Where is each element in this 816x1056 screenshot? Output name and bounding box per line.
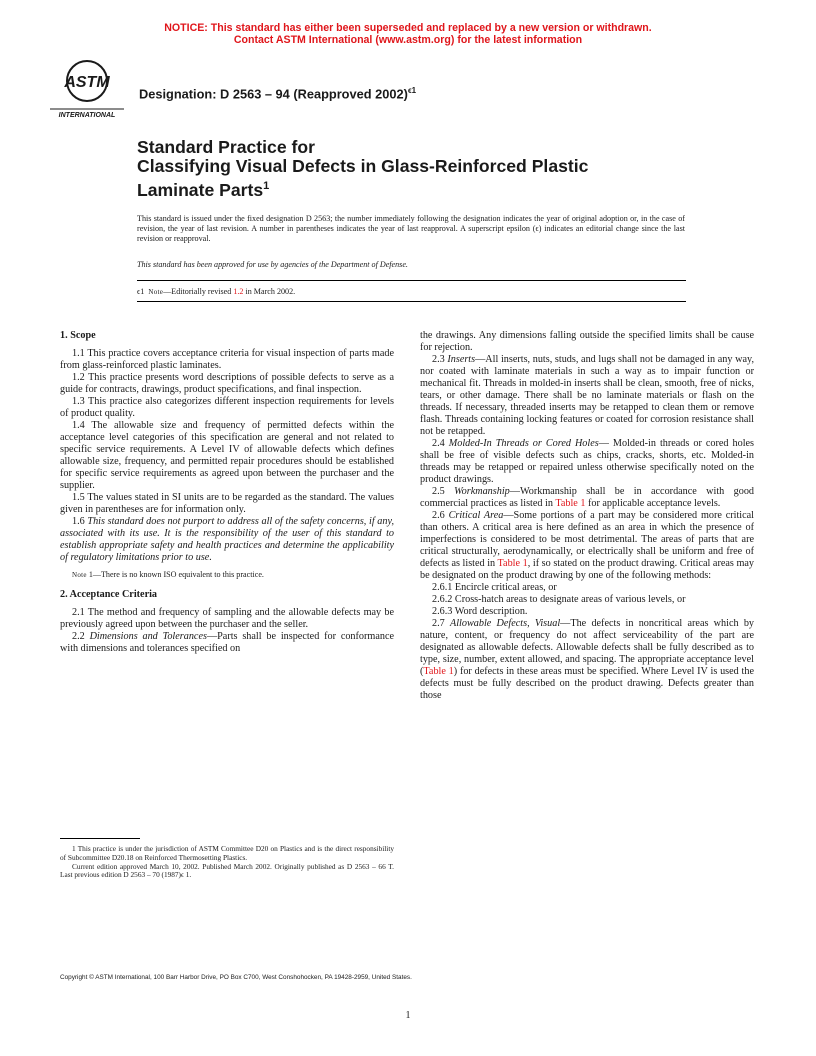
title-line-3: Laminate Parts	[137, 179, 264, 200]
para-2-5	[420, 486, 754, 510]
title-line-2: Classifying Visual Defects in Glass-Reinforced Plastic	[137, 156, 589, 177]
header-rule-top	[137, 280, 686, 281]
footnote-1: 1 This practice is under the jurisdiction of ASTM Committee D20 on Plastics and is the direct responsibility of Subcommittee D20.18 on Reinforced Thermosetting Plastics.	[60, 844, 394, 862]
para-2-5-number: 2.5	[432, 486, 455, 497]
para-1-2: 1.2 This practice presents word descriptions of possible defects to serve as a guide for contracts, drawings, product specifications, and final inspection.	[60, 372, 394, 395]
para-1-6	[60, 516, 394, 564]
para-1-5: 1.5 The values stated in SI units are to be regarded as the standard. The values given in parentheses are for information only.	[60, 492, 394, 515]
designation-text: Designation: D 2563 – 94 (Reapproved 2002)	[139, 86, 408, 102]
para-2-6-text-end: , if so stated on the product drawing. Critical areas may be designated on the product drawing by one of the following methods:	[420, 558, 754, 581]
para-2-3-title: Inserts	[447, 354, 476, 365]
para-2-5-text: —Workmanship shall be in accordance with good commercial practices as listed in	[420, 486, 755, 509]
right-column	[420, 330, 754, 702]
para-2-2-title: Dimensions and Tolerances	[89, 631, 207, 643]
para-2-6-title: Critical Area	[448, 510, 504, 521]
notice-line-2: Contact ASTM International (www.astm.org) for the latest information	[233, 34, 583, 47]
para-1-4: 1.4 The allowable size and frequency of permitted defects within the acceptance level categories of this specification are general and not related to specific service requirements. A Level IV of allowable defects which defines allowable size, frequency, and permitted repair procedures should be established for specific service requirements as agreed upon between the purchaser and the supplier.	[60, 420, 394, 491]
para-2-4-text: — Molded-in threads or cored holes shall be free of visible defects such as chips, cracks, shorts, etc. Molded-in threads may be retapped or repaired unless otherwise specifically noted on the product drawings.	[420, 438, 755, 485]
para-2-3-number: 2.3	[432, 354, 448, 365]
para-1-6-number: 1.6	[72, 516, 88, 527]
epsilon-note	[137, 287, 295, 297]
dod-approval-note: This standard has been approved for use by agencies of the Department of Defense.	[137, 260, 408, 269]
table-1-link[interactable]: Table 1	[497, 558, 528, 569]
para-2-6-2: 2.6.2 Cross-hatch areas to designate areas of various levels, or	[432, 594, 686, 605]
para-1-3: 1.3 This practice also categorizes different inspection requirements for levels of product quality.	[60, 396, 394, 419]
para-2-7-text: —The defects in noncritical areas which by nature, content, or frequency do not affect serviceability of the part are designated as allowable defects. Allowable defects shall be fully described as to type, size, number, extent allowed, and spacing. The appropriate acceptance level (	[420, 618, 755, 677]
scope-heading: 1. Scope	[60, 330, 96, 341]
para-2-6-text: —Some portions of a part may be considered more critical than others. A critical area is here defined as an area in which the presence of imperfections is considered to be most detrimental. The areas of parts that are critical structurally, aerodynamically, or electrically shall be uniform and free of defects as listed in	[420, 510, 755, 569]
astm-logo-icon	[46, 54, 128, 120]
footnotes	[60, 845, 394, 880]
logo-text: ASTM	[64, 74, 110, 91]
para-2-2-continued: the drawings. Any dimensions falling outside the specified limits shall be cause for rejection.	[420, 330, 754, 353]
para-2-4-title: Molded-In Threads or Cored Holes	[448, 438, 599, 449]
epsilon-mark: ϵ1	[137, 287, 145, 296]
table-1-link[interactable]: Table 1	[555, 498, 586, 509]
para-2-2	[60, 631, 394, 655]
para-2-3	[420, 354, 754, 438]
header-rule-bottom	[137, 301, 686, 302]
footnote-rule	[60, 838, 140, 839]
para-2-5-title: Workmanship	[454, 486, 510, 497]
para-2-4-number: 2.4	[432, 438, 449, 449]
para-2-2-number: 2.2	[72, 631, 90, 643]
para-2-1: 2.1 The method and frequency of sampling and the allowable defects may be previously agreed upon between the purchaser and the seller.	[60, 607, 394, 631]
epsilon-note-label: Note	[148, 288, 164, 296]
acceptance-criteria-heading: 2. Acceptance Criteria	[60, 589, 158, 601]
para-2-7-number: 2.7	[432, 618, 450, 629]
para-1-1: 1.1 This practice covers acceptance criteria for visual inspection of parts made from glass-reinforced plastic laminates.	[60, 348, 394, 371]
left-column	[60, 330, 394, 655]
designation	[139, 86, 416, 101]
epsilon-note-text: —Editorially revised	[163, 287, 234, 296]
epsilon-note-date: in March 2002.	[243, 287, 296, 296]
para-2-7-text-end: ) for defects in these areas must be specified. Where Level IV is used the defects must be fully described on the product drawing. Defects greater than those	[420, 666, 754, 701]
para-2-7-title: Allowable Defects, Visual	[449, 618, 561, 629]
logo-caption: INTERNATIONAL	[58, 112, 116, 119]
para-1-6-text: This standard does not purport to address all of the safety concerns, if any, associated with its use. It is the responsibility of the user of this standard to establish appropriate safety and health practices and determine the applicability of regulatory limitations prior to use.	[60, 516, 395, 563]
para-2-6-1: 2.6.1 Encircle critical areas, or	[432, 582, 557, 593]
section-1-2-link[interactable]: 1.2	[233, 287, 244, 296]
issuance-preamble: This standard is issued under the fixed designation D 2563; the number immediately following the designation indicates the year of original adoption or, in the case of revision, the year of last revision. A number in parentheses indicates the year of last reapproval. A superscript epsilon (ϵ) indicates an editorial change since the last revision or reapproval.	[137, 214, 685, 244]
para-2-6	[420, 510, 754, 582]
title-line-1: Standard Practice for	[137, 137, 315, 157]
note-1-text: 1—There is no known ISO equivalent to this practice.	[86, 570, 264, 579]
withdrawal-notice	[0, 22, 816, 47]
para-2-5-text-end: for applicable acceptance levels.	[585, 498, 721, 509]
page-number: 1	[405, 1010, 411, 1021]
copyright-line: Copyright © ASTM International, 100 Barr Harbor Drive, PO Box C700, West Conshohocken, PA 19428-2959, United States.	[60, 974, 412, 981]
footnote-edition: Current edition approved March 10, 2002. Published March 2002. Originally published as D 2563 – 66 T. Last previous edition D 2563 – 70 (1987)ϵ 1.	[60, 861, 394, 880]
table-1-link[interactable]: Table 1	[423, 666, 454, 677]
title-footnote-mark: 1	[263, 179, 270, 192]
para-2-6-3: 2.6.3 Word description.	[432, 606, 528, 617]
document-title	[137, 138, 697, 200]
para-2-4	[420, 438, 754, 486]
designation-epsilon: ϵ1	[407, 86, 417, 95]
para-2-6-number: 2.6	[432, 510, 449, 521]
notice-line-1: NOTICE: This standard has either been superseded and replaced by a new version or withdrawn.	[164, 22, 652, 34]
note-1-label: Note	[72, 571, 87, 579]
para-2-2-text: —Parts shall be inspected for conformance with dimensions and tolerances specified on	[60, 631, 394, 655]
para-2-3-text: —All inserts, nuts, studs, and lugs shall not be damaged in any way, nor coated with laminate materials in such a way as to impair function or mechanical fit. Threads in molded-in inserts shall be clean, smooth, free of nicks, tears, or other damage. There shall be no laminate materials or flash on the threads. If necessary, threaded inserts may be retapped to clean them or remove flash. Threads containing locking features or coated for corrosion resistance shall not be retapped.	[420, 354, 754, 437]
para-2-7	[420, 618, 754, 702]
note-1	[60, 570, 394, 580]
